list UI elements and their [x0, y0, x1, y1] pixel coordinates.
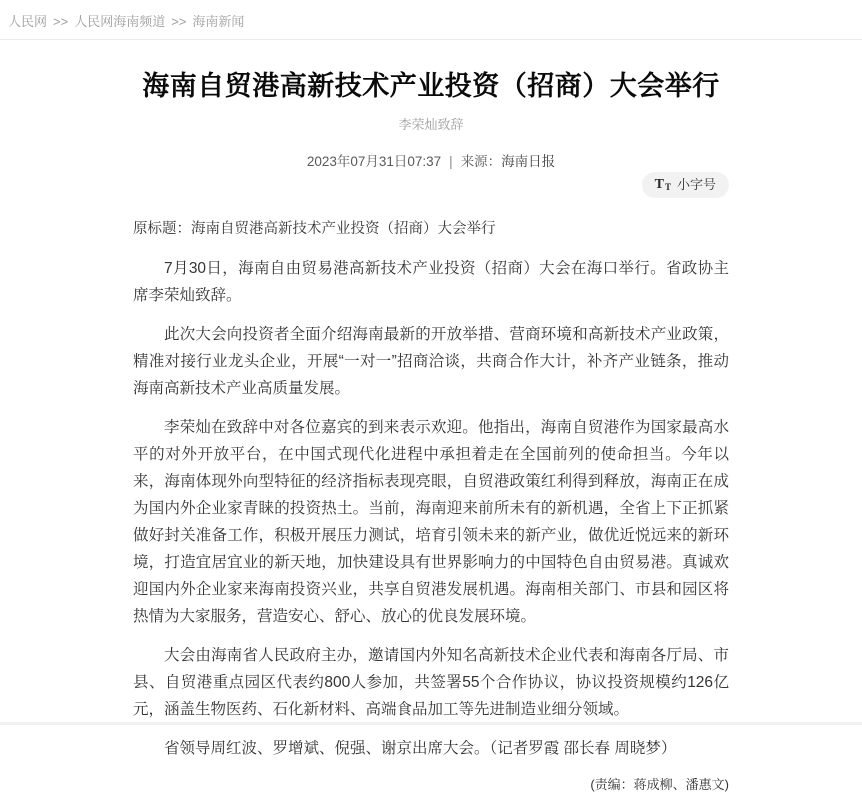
breadcrumb-link-hainan-news[interactable]: 海南新闻 — [192, 14, 245, 29]
editors-note: (责编：蒋成柳、潘惠文) — [590, 777, 729, 792]
article-paragraph: 大会由海南省人民政府主办，邀请国内外知名高新技术企业代表和海南各厅局、市县、自贸港重点园区代表约800人参加，共签署55个合作协议，协议投资规模约126亿元，涵盖生物医药、石化新材料、高端食品加工等先进制造业细分领域。 — [133, 647, 729, 718]
original-title-line: 原标题：海南自贸港高新技术产业投资（招商）大会举行 — [133, 221, 496, 237]
font-size-button[interactable] — [642, 172, 729, 198]
article-paragraph: 省领导周红波、罗增斌、倪强、谢京出席大会。（记者罗霞 邵长春 周晓梦） — [164, 740, 677, 757]
article-column — [133, 68, 729, 793]
meta-separator: | — [449, 154, 453, 169]
source-link[interactable]: 海南日报 — [501, 154, 556, 169]
publish-datetime: 2023年07月31日07:37 — [306, 154, 442, 169]
article-meta — [133, 150, 729, 170]
font-size-icon: T T — [654, 177, 671, 192]
article-paragraph: 李荣灿在致辞中对各位嘉宾的到来表示欢迎。他指出，海南自贸港作为国家最高水平的对外开放平台，在中国式现代化进程中承担着走在全国前列的使命担当。今年以来，海南体现外向型特征的经济指标表现亮眼，自贸港政策红利得到释放，海南正在成为国内外企业家青睐的投资热土。当前，海南迎来前所未有的新机遇，全省上下正抓紧做好封关准备工作，积极开展压力测试，培育引领未来的新产业，做优近悦远来的新环境，打造宜居宜业的新天地，加快建设具有世界影响力的中国特色自由贸易港。真诚欢迎国内外企业家来海南投资兴业，共享自贸港发展机遇。海南相关部门、市县和园区将热情为大家服务，营造安心、舒心、放心的优良发展环境。 — [133, 419, 729, 625]
breadcrumb-link-hainan-channel[interactable]: 人民网海南频道 — [74, 14, 166, 29]
breadcrumb-link-people-net[interactable]: 人民网 — [8, 14, 48, 29]
source-label: 来源： — [460, 154, 502, 169]
article-paragraph: 7月30日，海南自由贸易港高新技术产业投资（招商）大会在海口举行。省政协主席李荣灿致辞。 — [133, 260, 729, 304]
article-subtitle: 李荣灿致辞 — [398, 117, 464, 132]
article-paragraph: 此次大会向投资者全面介绍海南最新的开放举措、营商环境和高新技术产业政策，精准对接行业龙头企业，开展“一对一”招商洽谈，共商合作大计，补齐产业链条，推动海南高新技术产业高质量发展。 — [133, 326, 729, 397]
breadcrumb-separator: >> — [171, 14, 187, 29]
article-title: 海南自贸港高新技术产业投资（招商）大会举行 — [142, 71, 720, 101]
article-body — [133, 216, 729, 762]
breadcrumb — [0, 0, 862, 40]
article-toolbar — [133, 172, 729, 198]
breadcrumb-separator: >> — [53, 14, 69, 29]
font-size-button-label: 小字号 — [676, 177, 716, 192]
